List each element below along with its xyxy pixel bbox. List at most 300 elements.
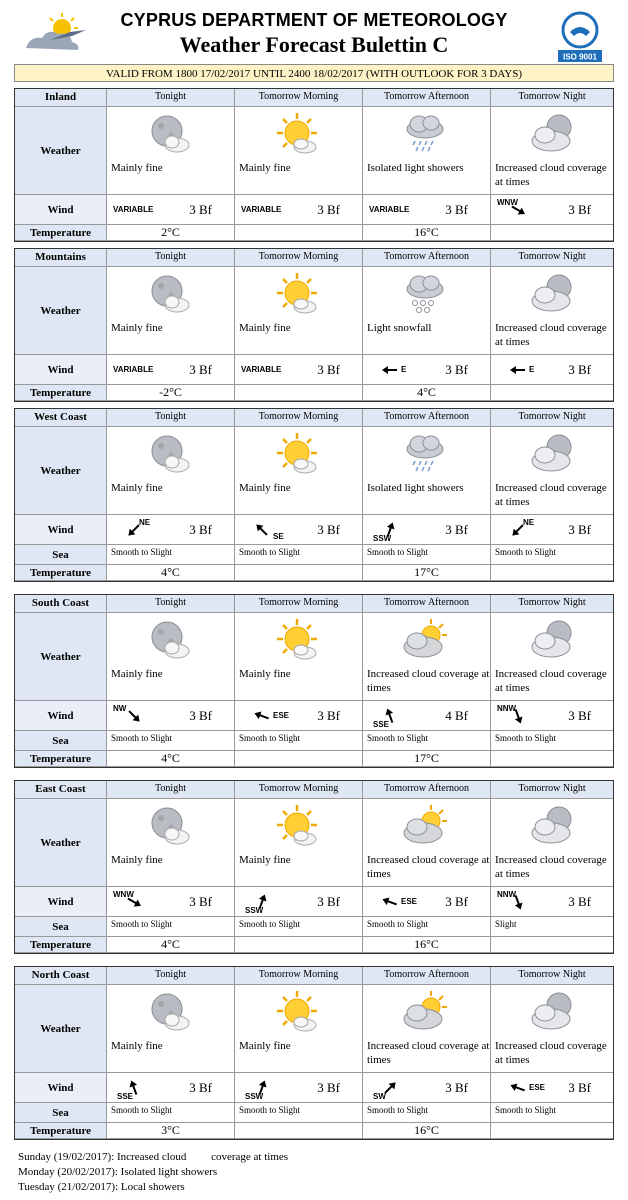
sea-state: Slight [495,919,517,929]
wind-cell [363,1073,491,1103]
weather-row [15,799,613,887]
temperature-empty [491,751,613,767]
temperature-empty [235,565,363,581]
weather-description: Mainly fine [111,482,163,494]
temperature-row [15,385,613,401]
sea-cell [363,731,491,751]
period-header: Tomorrow Night [491,249,613,267]
weather-cell [235,985,363,1073]
temperature-night-value: 4°C [107,751,235,767]
weather-cell [491,267,613,355]
moon-cloud-icon [145,803,193,847]
wind-label: Wind [15,195,107,225]
sea-cell [491,731,613,751]
temperature-label: Temperature [15,1123,107,1139]
temperature-row [15,225,613,241]
period-header: Tomorrow Morning [235,409,363,427]
weather-description: Mainly fine [239,162,291,174]
wind-cell [491,195,613,225]
sea-cell [491,1103,613,1123]
weather-description: Increased cloud coverage at times [367,854,490,880]
wind-force: 3 Bf [317,708,340,723]
wind-label: Wind [15,515,107,545]
wind-direction-label: NNW [497,704,517,713]
wind-direction-label: ESE [273,711,290,720]
weather-description: Mainly fine [111,322,163,334]
period-header: Tomorrow Night [491,781,613,799]
sea-cell [107,1103,235,1123]
wind-cell [491,355,613,385]
wind-force: 3 Bf [189,708,212,723]
region-name: East Coast [15,781,107,799]
weather-description: Mainly fine [111,162,163,174]
region-name: North Coast [15,967,107,985]
wind-force: 3 Bf [445,202,468,217]
region-header-row [15,409,613,427]
sea-label: Sea [15,545,107,565]
moon-cloud-icon [145,111,193,155]
temperature-empty [235,1123,363,1139]
wind-force: 3 Bf [317,894,340,909]
moon-cloud-icon [145,271,193,315]
wind-force: 3 Bf [317,362,340,377]
cloud-moon-night-icon [529,803,577,847]
sea-state: Smooth to Slight [111,1105,173,1115]
wind-cell [491,515,613,545]
wind-arrow-icon [253,521,271,539]
sun-cloud-icon [273,617,321,661]
wind-force: 3 Bf [189,894,212,909]
sun-cloud-icon [273,111,321,155]
weather-cell [235,427,363,515]
wind-direction-label: SE [273,532,284,541]
cloud-sun-icon [401,803,449,847]
outlook-line: Sunday (19/02/2017): Increased cloud coverage at times [18,1151,289,1163]
cloud-moon-night-icon [529,617,577,661]
weather-cell [107,427,235,515]
weather-cell [107,107,235,195]
temperature-row [15,1123,613,1139]
wind-cell [235,887,363,917]
temperature-label: Temperature [15,225,107,241]
cloud-rain-icon [401,431,449,475]
wind-label: Wind [15,887,107,917]
forecast-region-east-coast [14,780,614,954]
weather-cell [235,107,363,195]
wind-direction-label: VARIABLE [369,205,410,214]
temperature-label: Temperature [15,565,107,581]
sea-state: Smooth to Slight [495,733,557,743]
wind-row [15,515,613,545]
weather-cell [363,799,491,887]
weather-description: Mainly fine [111,1040,163,1052]
sea-state: Smooth to Slight [239,919,301,929]
wind-cell [107,515,235,545]
weather-label: Weather [15,267,107,355]
weather-cell [491,613,613,701]
weather-description: Mainly fine [239,482,291,494]
weather-description: Isolated light showers [367,162,464,174]
wind-direction-label: SSE [373,720,390,729]
period-header: Tomorrow Afternoon [363,249,491,267]
period-header: Tomorrow Night [491,89,613,107]
wind-row [15,887,613,917]
temperature-day-value: 16°C [363,937,491,953]
sea-cell [235,1103,363,1123]
wind-force: 3 Bf [317,1080,340,1095]
weather-description: Increased cloud coverage at times [495,1040,607,1066]
outlook-section [18,1150,288,1195]
weather-description: Increased cloud coverage at times [495,322,607,348]
cloud-rain-icon [401,111,449,155]
temperature-empty [491,937,613,953]
sea-state: Smooth to Slight [111,733,173,743]
temperature-row [15,565,613,581]
wind-cell [107,355,235,385]
wind-force: 3 Bf [568,894,591,909]
outlook-line: Tuesday (21/02/2017): Local showers [18,1181,185,1193]
sea-cell [107,545,235,565]
weather-cell [491,799,613,887]
sea-cell [491,545,613,565]
temperature-empty [235,937,363,953]
weather-description: Increased cloud coverage at times [495,854,607,880]
department-title: CYPRUS DEPARTMENT OF METEOROLOGY [120,10,508,30]
wind-direction-label: WNW [113,890,134,899]
weather-description: Light snowfall [367,322,432,334]
wind-cell [235,701,363,731]
weather-label: Weather [15,985,107,1073]
wind-label: Wind [15,701,107,731]
wind-force: 3 Bf [568,522,591,537]
moon-cloud-icon [145,431,193,475]
wind-direction-label: NW [113,704,127,713]
period-header: Tonight [107,781,235,799]
period-header: Tomorrow Morning [235,781,363,799]
wind-force: 3 Bf [317,522,340,537]
weather-row [15,427,613,515]
period-header: Tomorrow Afternoon [363,595,491,613]
sea-cell [235,731,363,751]
wind-direction-label: E [401,365,407,374]
wind-label: Wind [15,355,107,385]
weather-row [15,267,613,355]
temperature-empty [235,385,363,401]
sea-cell [107,917,235,937]
temperature-day-value: 16°C [363,225,491,241]
sea-label: Sea [15,731,107,751]
sea-state: Smooth to Slight [239,733,301,743]
forecast-region-inland [14,88,614,242]
sea-cell [363,1103,491,1123]
period-header: Tomorrow Night [491,967,613,985]
weather-description: Mainly fine [239,322,291,334]
period-header: Tonight [107,409,235,427]
temperature-empty [491,385,613,401]
sea-cell [235,917,363,937]
period-header: Tonight [107,249,235,267]
wind-force: 3 Bf [189,362,212,377]
moon-cloud-icon [145,989,193,1033]
wind-direction-label: SW [373,1092,386,1101]
weather-cell [491,427,613,515]
temperature-day-value: 16°C [363,1123,491,1139]
wind-direction-label: VARIABLE [113,205,154,214]
sun-cloud-icon [273,803,321,847]
temperature-label: Temperature [15,937,107,953]
sea-row [15,917,613,937]
region-header-row [15,595,613,613]
wind-direction-label: ESE [529,1083,546,1092]
period-header: Tomorrow Morning [235,249,363,267]
temperature-night-value: 4°C [107,565,235,581]
region-name: West Coast [15,409,107,427]
temperature-label: Temperature [15,385,107,401]
wind-cell [235,355,363,385]
region-header-row [15,89,613,107]
weather-description: Increased cloud coverage at times [367,1040,490,1066]
cloud-sun-icon [401,989,449,1033]
wind-row [15,195,613,225]
wind-direction-label: WNW [497,198,518,207]
forecast-region-north-coast [14,966,614,1140]
region-name: Mountains [15,249,107,267]
temperature-label: Temperature [15,751,107,767]
weather-cell [491,985,613,1073]
temperature-row [15,937,613,953]
wind-direction-label: NE [139,518,151,527]
period-header: Tomorrow Afternoon [363,89,491,107]
sea-cell [363,917,491,937]
temperature-day-value: 17°C [363,565,491,581]
weather-cell [107,799,235,887]
period-header: Tonight [107,967,235,985]
wind-force: 3 Bf [445,522,468,537]
wind-direction-label: SSW [373,534,392,543]
weather-description: Increased cloud coverage at times [495,482,607,508]
sea-state: Smooth to Slight [111,919,173,929]
wind-label: Wind [15,1073,107,1103]
period-header: Tomorrow Morning [235,89,363,107]
sea-cell [363,545,491,565]
wind-cell [235,1073,363,1103]
wind-force: 3 Bf [317,202,340,217]
wind-direction-label: ESE [401,897,418,906]
sea-state: Smooth to Slight [367,733,429,743]
period-header: Tomorrow Morning [235,595,363,613]
weather-description: Mainly fine [111,668,163,680]
wind-force: 3 Bf [445,894,468,909]
period-header: Tomorrow Night [491,595,613,613]
wind-cell [107,195,235,225]
wind-cell [363,887,491,917]
wind-force: 3 Bf [189,522,212,537]
weather-description: Mainly fine [239,854,291,866]
cloud-moon-night-icon [529,431,577,475]
weather-description: Increased cloud coverage at times [367,668,490,694]
sun-cloud-icon [273,431,321,475]
cloud-moon-night-icon [529,111,577,155]
region-header-row [15,967,613,985]
wind-arrow-icon [381,361,399,379]
wind-arrow-icon [509,361,527,379]
weather-cell [363,985,491,1073]
forecast-region-south-coast [14,594,614,768]
weather-row [15,985,613,1073]
weather-label: Weather [15,107,107,195]
period-header: Tomorrow Afternoon [363,781,491,799]
sea-state: Smooth to Slight [367,547,429,557]
wind-direction-label: SSW [245,906,264,915]
period-header: Tonight [107,89,235,107]
temperature-empty [235,225,363,241]
validity-banner: VALID FROM 1800 17/02/2017 UNTIL 2400 18/02/2017 (WITH OUTLOOK FOR 3 DAYS) [14,64,614,82]
wind-direction-label: SSE [117,1092,134,1101]
wind-force: 3 Bf [568,708,591,723]
wind-cell [491,1073,613,1103]
wind-force: 3 Bf [568,362,591,377]
sun-cloud-icon [273,989,321,1033]
moon-cloud-icon [145,617,193,661]
temperature-night-value: 4°C [107,937,235,953]
wind-force: 3 Bf [189,1080,212,1095]
region-header-row [15,249,613,267]
wind-cell [363,701,491,731]
weather-description: Mainly fine [239,668,291,680]
wind-cell [491,701,613,731]
wind-force: 3 Bf [568,202,591,217]
weather-description: Increased cloud coverage at times [495,668,607,694]
wind-cell [235,195,363,225]
temperature-empty [235,751,363,767]
wind-direction-label: NE [523,518,535,527]
temperature-night-value: 2°C [107,225,235,241]
iso-label: ISO 9001 [563,52,597,62]
wind-direction-label: VARIABLE [113,365,154,374]
weather-row [15,613,613,701]
cloud-moon-night-icon [529,271,577,315]
wind-direction-label: VARIABLE [241,365,282,374]
weather-row [15,107,613,195]
weather-description: Isolated light showers [367,482,464,494]
temperature-day-value: 17°C [363,751,491,767]
temperature-row [15,751,613,767]
wind-cell [107,887,235,917]
wind-direction-label: SSW [245,1092,264,1101]
period-header: Tomorrow Morning [235,967,363,985]
wind-row [15,701,613,731]
page-header [0,0,628,62]
forecast-region-west-coast [14,408,614,582]
sea-state: Smooth to Slight [111,547,173,557]
sea-state: Smooth to Slight [495,1105,557,1115]
weather-cell [491,107,613,195]
weather-cell [235,613,363,701]
forecast-region-mountains [14,248,614,402]
weather-cell [107,985,235,1073]
weather-description: Mainly fine [111,854,163,866]
wind-force: 3 Bf [445,1080,468,1095]
outlook-line: Monday (20/02/2017): Isolated light showers [18,1166,218,1178]
sea-label: Sea [15,1103,107,1123]
weather-label: Weather [15,613,107,701]
temperature-night-value: 3°C [107,1123,235,1139]
sea-cell [235,545,363,565]
temperature-empty [491,1123,613,1139]
wind-row [15,1073,613,1103]
wind-cell [107,701,235,731]
sea-row [15,731,613,751]
weather-cell [363,613,491,701]
wind-force: 4 Bf [445,708,468,723]
wind-arrow-icon [381,893,399,911]
region-header-row [15,781,613,799]
temperature-empty [491,565,613,581]
period-header: Tonight [107,595,235,613]
iso-certification-logo-icon [556,10,604,64]
wind-force: 3 Bf [568,1080,591,1095]
weather-cell [363,267,491,355]
wind-cell [107,1073,235,1103]
region-name: South Coast [15,595,107,613]
sun-cloud-icon [273,271,321,315]
sea-cell [107,731,235,751]
weather-description: Mainly fine [239,1040,291,1052]
sea-state: Smooth to Slight [367,1105,429,1115]
wind-cell [363,195,491,225]
bulletin-title: Weather Forecast Bulettin C [179,32,449,57]
sea-label: Sea [15,917,107,937]
weather-cell [235,799,363,887]
wind-row [15,355,613,385]
period-header: Tomorrow Afternoon [363,967,491,985]
wind-cell [363,515,491,545]
wind-force: 3 Bf [445,362,468,377]
weather-description: Increased cloud coverage at times [495,162,607,188]
wind-direction-label: VARIABLE [241,205,282,214]
temperature-night-value: -2°C [107,385,235,401]
wind-cell [363,355,491,385]
sea-row [15,545,613,565]
wind-cell [491,887,613,917]
weather-label: Weather [15,799,107,887]
period-header: Tomorrow Afternoon [363,409,491,427]
temperature-empty [491,225,613,241]
wind-cell [235,515,363,545]
weather-cell [363,107,491,195]
wind-arrow-icon [509,1079,527,1097]
period-header: Tomorrow Night [491,409,613,427]
cloud-snow-icon [401,271,449,315]
sea-state: Smooth to Slight [367,919,429,929]
weather-cell [363,427,491,515]
wind-force: 3 Bf [189,202,212,217]
wind-arrow-icon [253,707,271,725]
sea-state: Smooth to Slight [239,1105,301,1115]
sea-row [15,1103,613,1123]
temperature-day-value: 4°C [363,385,491,401]
weather-cell [235,267,363,355]
weather-label: Weather [15,427,107,515]
wind-direction-label: E [529,365,535,374]
wind-direction-label: NNW [497,890,517,899]
sea-cell [491,917,613,937]
sea-state: Smooth to Slight [239,547,301,557]
cloud-sun-icon [401,617,449,661]
region-name: Inland [15,89,107,107]
sea-state: Smooth to Slight [495,547,557,557]
weather-cell [107,613,235,701]
